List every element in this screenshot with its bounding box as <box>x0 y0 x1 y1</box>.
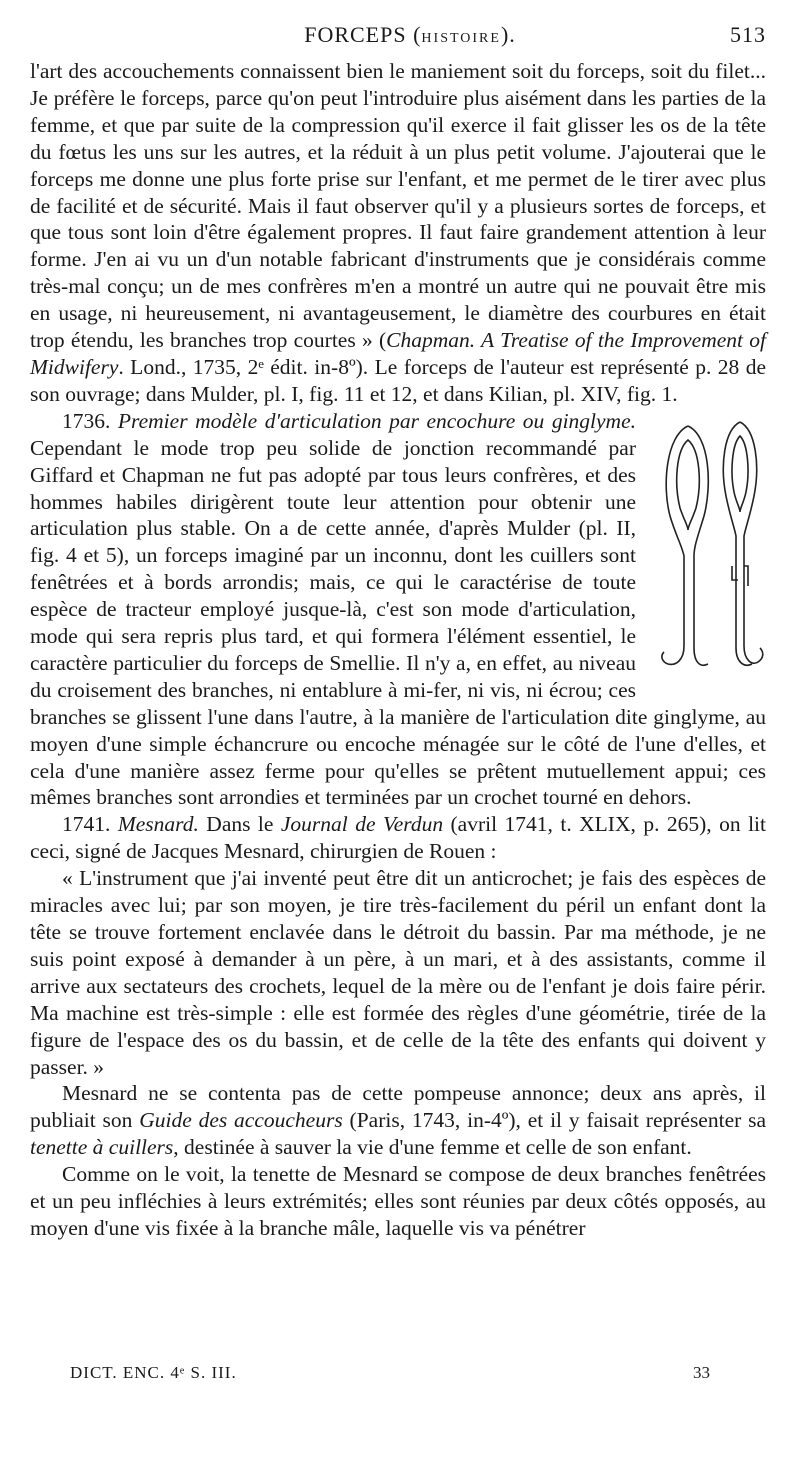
running-title-main: FORCEPS ( <box>304 22 422 47</box>
p5-tenette: tenette à cuillers <box>30 1135 174 1160</box>
running-header <box>30 22 766 52</box>
page-footer <box>70 1363 710 1383</box>
page <box>30 22 766 1242</box>
paragraph-tenette: Comme on le voit, la tenette de Mesnard se compose de deux branches fenêtrées et un peu infléchies à leurs extrémités; elles sont réunies par deux côtés opposés, au moyen d'une vis fixée à la branche mâle, laquelle vis va pénétrer <box>30 1162 766 1240</box>
p3-name: Mesnard. <box>117 812 199 837</box>
running-title-end: ). <box>500 22 516 47</box>
running-title <box>30 22 730 48</box>
p5-text-c: , destinée à sauver la vie d'une femme et celle de son enfant. <box>173 1135 692 1160</box>
p1-text-a: l'art des accouchements connaissent bien le maniement soit du forceps, soit du filet... Je préfère le forceps, parce qu'on peut l'introduire plus aisément dans les parties de la femme, et que par suite de la compression qu'il exerce il fait glisser les os de la tête du fœtus les uns sur les autres, et la réduit à un plus petit volume. J'ajouterai que le forceps me donne une plus forte prise sur l'enfant, et me permet de le tirer avec plus de facilité et de sécurité. Mais il faut observer qu'il y a plusieurs sortes de forceps, et que tous sont loin d'être également propres. Il faut faire grandement attention à leur forme. J'en ai vu un d'un notable fabricant d'instruments que je considérais comme très-mal conçu; un de mes confrères m'en a montré un autre qui ne pouvait être mis en usage, ni heureusement, ni avantageusement, le diamètre des courbures en était trop étendu, les branches trop courtes » ( <box>30 59 766 353</box>
p3-text-b: (avril 1741, t. XLIX, p. 265), on lit ceci, signé de Jacques Mesnard, chirurgien de Rouen : <box>30 812 766 864</box>
p2-text: Cependant le mode trop peu solide de jonction recommandé par Giffard et Chapman ne fut pas adopté par tous leurs confrères, et des hommes habiles dirigèrent toute leur attention pour obtenir une articulation plus stable. On a de cette année, d'après Mulder (pl. II, fig. 4 et 5), un forceps imaginé par un inconnu, dont les cuillers sont fenêtrées et à bords arrondis; mais, ce qui le caractérise de toute espèce de tracteur employé jusque-là, c'est son mode d'articulation, mode qui sera repris plus tard, et qui formera l'élément essentiel, le caractère particulier du forceps de Smellie. Il n'y a, en effet, au niveau du croisement des branches, ni entablure à mi-fer, ni vis, ni écrou; ces branches se glissent l'une dans l'autre, à la manière de l'articulation dite ginglyme, au moyen d'une simple échancrure ou encoche ménagée sur le côté de l'une d'elles, et cela d'une manière assez ferme pour qu'elles se prêtent mutuellement appui; ces mêmes branches sont arrondies et terminées par un crochet tourné en dehors. <box>30 435 766 810</box>
paragraph-1736 <box>30 408 766 812</box>
p1-citation: Chapman. A Treatise of the Improvement of Midwifery <box>30 328 767 379</box>
forceps-figure <box>648 416 774 680</box>
p2-year: 1736. <box>62 408 111 433</box>
body-text <box>30 58 766 1242</box>
running-title-smallcaps: HISTOIRE <box>421 31 501 46</box>
signature-mark: DICT. ENC. 4ᵉ S. III. <box>70 1363 237 1382</box>
p3-journal: Journal de Verdun <box>280 812 444 837</box>
paragraph-chapman-quote <box>30 58 766 408</box>
p3-text-a: Dans le <box>198 812 281 837</box>
p5-guide-title: Guide des accoucheurs <box>139 1108 343 1133</box>
p5-text-b: (Paris, 1743, in-4º), et il y faisait représenter sa <box>342 1108 767 1133</box>
paragraph-1741 <box>30 811 766 865</box>
p1-text-b: . Lond., 1735, 2ᵉ édit. in-8º). Le forceps de l'auteur est représenté p. 28 de son ouvrage; dans Mulder, pl. I, fig. 11 et 12, et dans Kilian, pl. XIV, fig. 1. <box>30 354 766 406</box>
paragraph-mesnard-quote: « L'instrument que j'ai inventé peut être dit un anticrochet; je fais des espèces de miracles avec lui; par son moyen, je tire très-facilement du péril un enfant dont la tête se trouve fortement enclavée dans le détroit du bassin. Par ma méthode, je ne suis point exposé à demander à un père, à un mari, et à des assistants, comme il arrive aux sectateurs des crochets, lequel de la mère ou de l'enfant je dois faire périr. Ma machine est très-simple : elle est formée des règles d'une géométrie, tirée de la figure de l'espace des os du bassin, et de celle de la tête des enfants qui doivent y passer. » <box>30 866 766 1079</box>
p5-text-a: Mesnard ne se contenta pas de cette pompeuse annonce; deux ans après, il publiait son <box>30 1081 766 1133</box>
paragraph-guide <box>30 1080 766 1161</box>
p3-year: 1741. <box>62 812 111 837</box>
page-number: 513 <box>730 22 766 47</box>
sheet-number: 33 <box>693 1363 710 1382</box>
forceps-illustration-icon <box>648 416 774 680</box>
p2-heading: Premier modèle d'articulation par encochure ou ginglyme. <box>117 408 636 433</box>
